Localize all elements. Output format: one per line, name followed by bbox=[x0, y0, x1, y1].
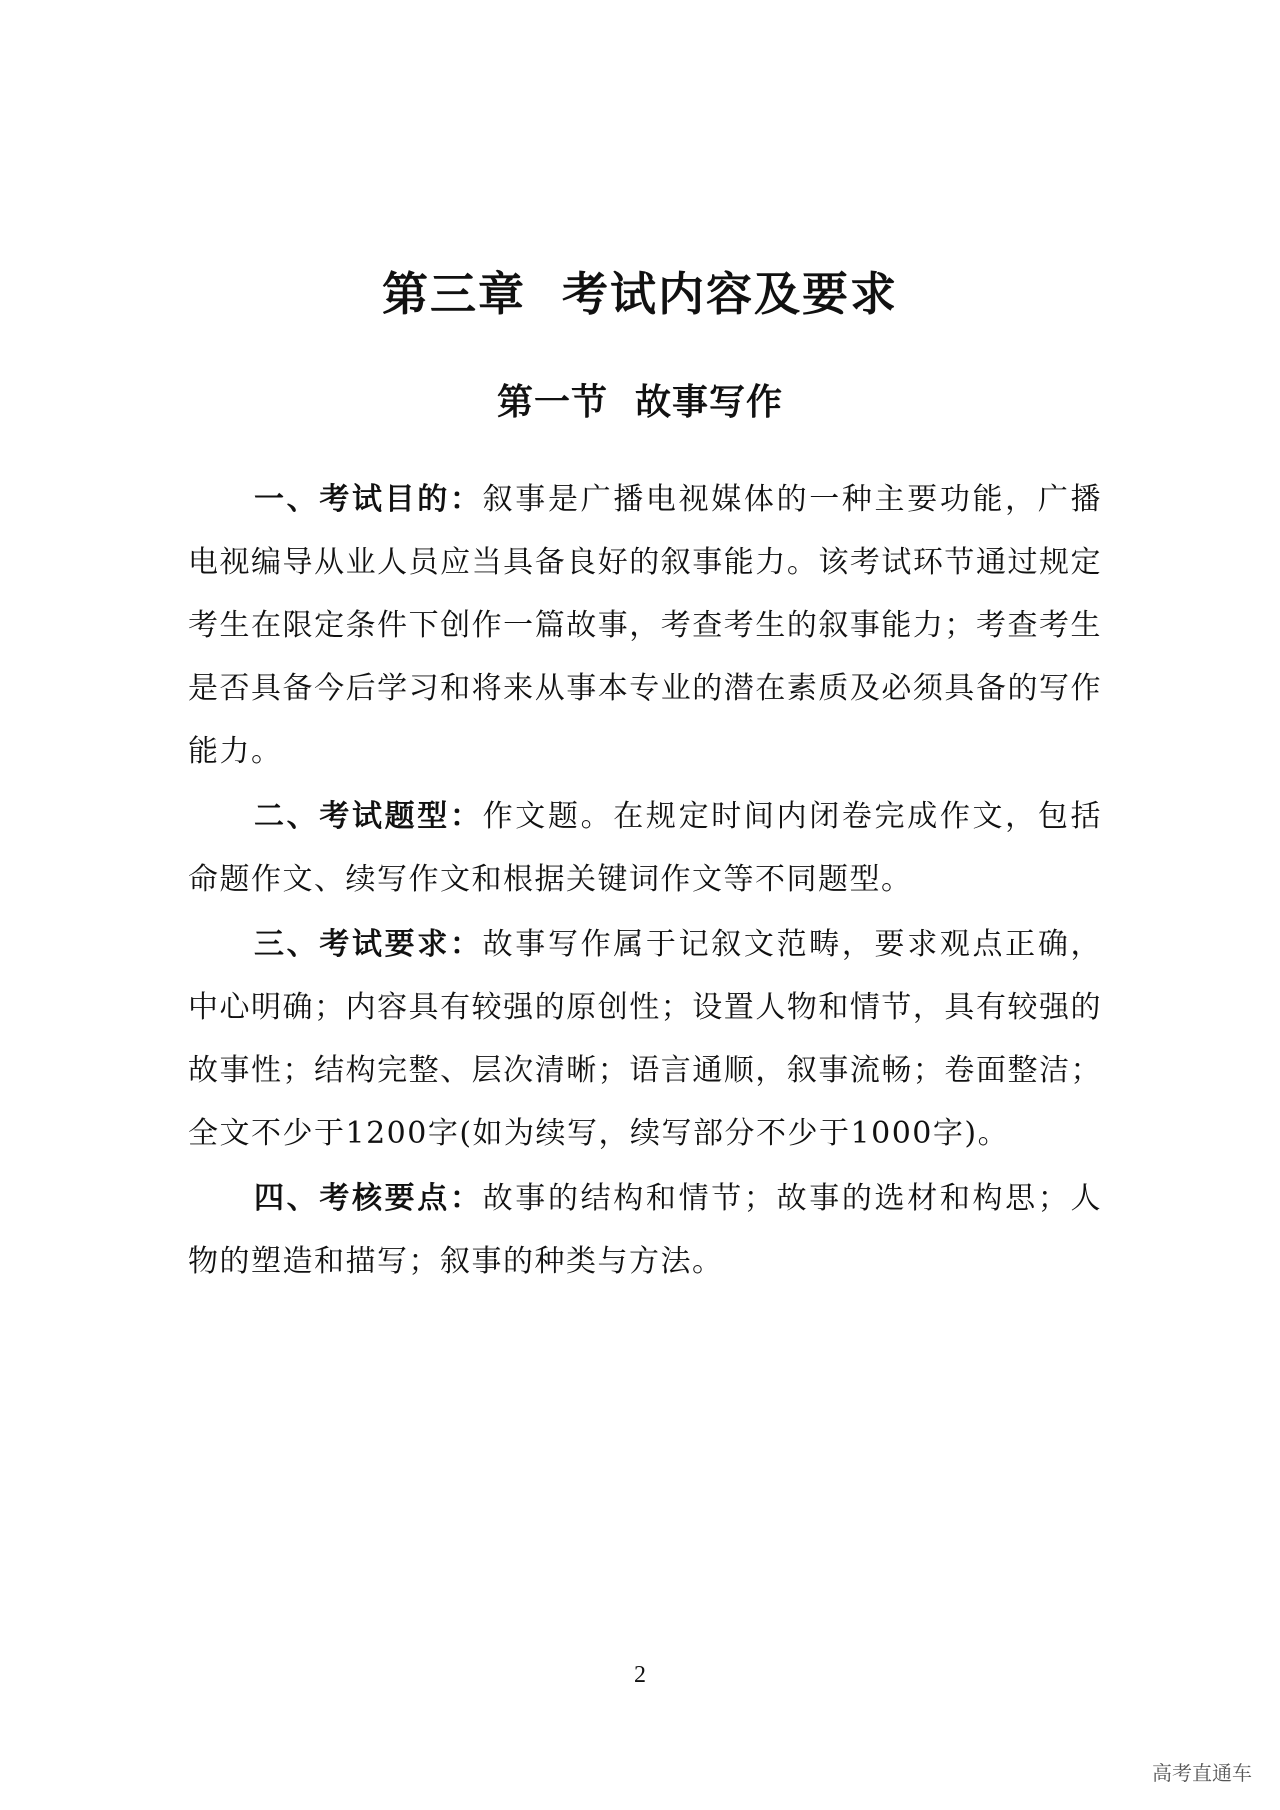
paragraph-text: 叙事是广播电视媒体的一种主要功能，广播电视编导从业人员应当具备良好的叙事能力。该考试环节通过规定考生在限定条件下创作一篇故事，考查考生的叙事能力；考查考生是否具备今后学习和将来从事本专业的潜在素质及必须具备的写作能力。 bbox=[188, 482, 1103, 769]
paragraph-text: 作文题。在规定时间内闭卷完成作文，包括命题作文、续写作文和根据关键词作文等不同题型。 bbox=[188, 799, 1103, 897]
paragraph-heading: 二、考试题型： bbox=[254, 799, 483, 834]
paragraph-heading: 一、考试目的： bbox=[254, 482, 483, 517]
document-body bbox=[188, 468, 1102, 1295]
paragraph-text: 故事的结构和情节；故事的选材和构思；人物的塑造和描写；叙事的种类与方法。 bbox=[188, 1181, 1103, 1279]
watermark: 高考直通车 bbox=[1148, 1755, 1256, 1788]
paragraph-exam-format bbox=[188, 785, 1102, 911]
paragraph-heading: 四、考核要点： bbox=[254, 1181, 483, 1216]
paragraph-assessment-points bbox=[188, 1167, 1102, 1293]
page-number: 2 bbox=[634, 1662, 646, 1688]
paragraph-exam-requirements bbox=[188, 913, 1102, 1165]
paragraph-exam-purpose bbox=[188, 468, 1102, 783]
chapter-title: 第三章 考试内容及要求 bbox=[381, 267, 899, 321]
section-title: 第一节 故事写作 bbox=[496, 382, 784, 423]
paragraph-heading: 三、考试要求： bbox=[254, 927, 483, 962]
paragraph-text: 故事写作属于记叙文范畴，要求观点正确，中心明确；内容具有较强的原创性；设置人物和情节，具有较强的故事性；结构完整、层次清晰；语言通顺，叙事流畅；卷面整洁；全文不少于1200字(如为续写，续写部分不少于1000字)。 bbox=[188, 927, 1103, 1151]
